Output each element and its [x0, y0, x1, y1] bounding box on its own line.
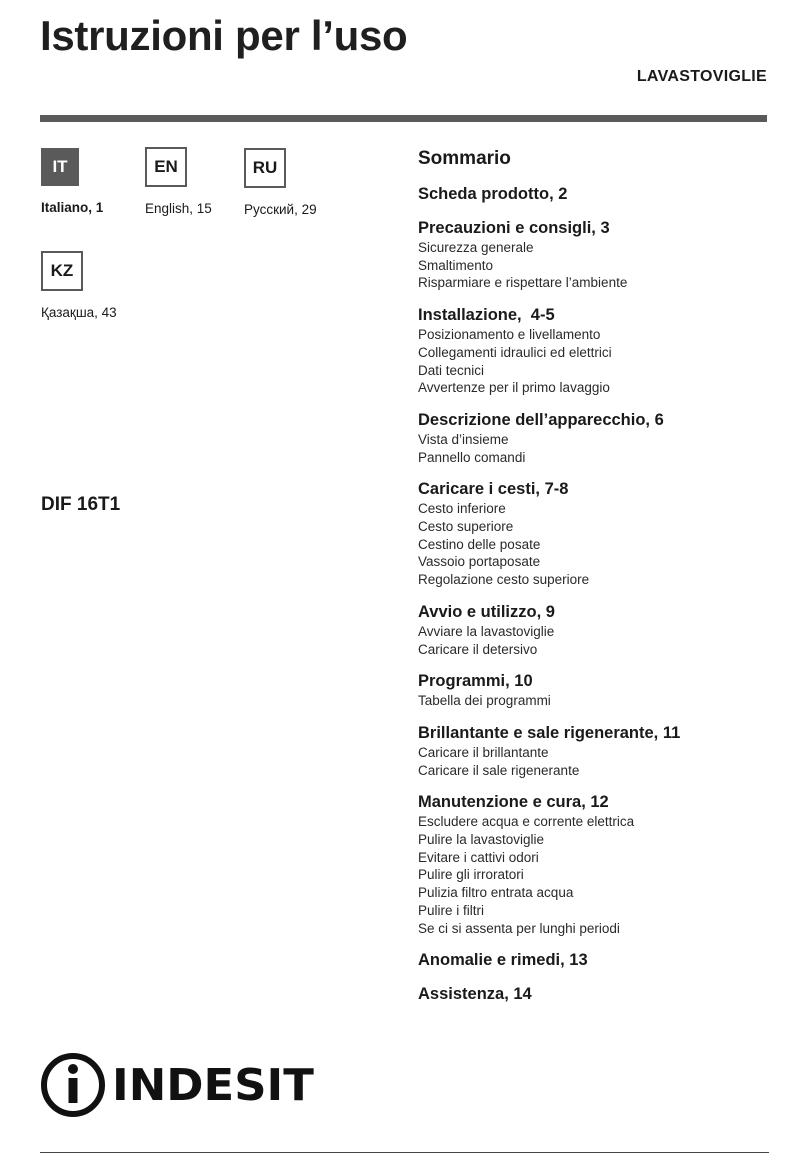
toc-section-heading[interactable]: Assistenza, 14: [418, 985, 532, 1004]
toc-item[interactable]: Pannello comandi: [418, 449, 526, 465]
toc-section: [418, 950, 778, 971]
model-number: DIF 16T1: [41, 494, 121, 515]
language-ru[interactable]: [244, 148, 344, 217]
toc-section: [418, 984, 778, 1005]
brand-wordmark: INDESIT: [112, 1059, 314, 1111]
header-divider: [40, 115, 767, 122]
toc-item[interactable]: Tabella dei programmi: [418, 693, 551, 709]
toc-item[interactable]: Avvertenze per il primo lavaggio: [418, 380, 610, 396]
toc-item[interactable]: Avviare la lavastoviglie: [418, 623, 555, 639]
toc-section: [418, 671, 778, 710]
language-label: Қазақша, 43: [41, 305, 117, 320]
toc-item[interactable]: Regolazione cesto superiore: [418, 572, 590, 588]
toc-item[interactable]: Vista d’insieme: [418, 431, 509, 447]
toc-item[interactable]: Pulire gli irroratori: [418, 867, 524, 883]
toc-item[interactable]: Risparmiare e rispettare l’ambiente: [418, 275, 628, 291]
language-it[interactable]: [41, 148, 141, 215]
toc-item[interactable]: Pulire i filtri: [418, 902, 485, 918]
language-label: Русский, 29: [244, 202, 317, 217]
toc-item[interactable]: Cesto inferiore: [418, 501, 506, 517]
language-code-box: RU: [244, 148, 286, 188]
toc-item[interactable]: Vassoio portaposate: [418, 554, 541, 570]
info-icon: [40, 1052, 106, 1118]
toc-section-heading[interactable]: Programmi, 10: [418, 672, 533, 691]
product-category: LAVASTOVIGLIE: [636, 68, 767, 85]
toc-title: Sommario: [418, 148, 511, 169]
toc-section-heading[interactable]: Installazione, 4-5: [418, 306, 555, 325]
toc-item[interactable]: Escludere acqua e corrente elettrica: [418, 814, 635, 830]
toc-section: [418, 184, 778, 205]
toc-section-heading[interactable]: Descrizione dell’apparecchio, 6: [418, 410, 664, 429]
language-kz[interactable]: [41, 251, 141, 320]
toc-section: [418, 792, 778, 937]
language-label: Italiano, 1: [41, 200, 104, 215]
toc-section-heading[interactable]: Brillantante e sale rigenerante, 11: [418, 723, 681, 742]
language-code-box: EN: [145, 147, 187, 187]
toc-item[interactable]: Caricare il brillantante: [418, 744, 549, 760]
toc-item[interactable]: Evitare i cattivi odori: [418, 849, 539, 865]
toc-section: [418, 723, 778, 779]
toc-item[interactable]: Smaltimento: [418, 257, 494, 273]
toc-section: [418, 479, 778, 589]
toc-section-heading[interactable]: Scheda prodotto, 2: [418, 185, 568, 203]
toc-section: [418, 410, 778, 466]
table-of-contents: [418, 147, 778, 1018]
toc-sections: [418, 184, 778, 1005]
language-en[interactable]: [145, 147, 245, 216]
toc-section: [418, 218, 778, 292]
page-title: Istruzioni per l’uso: [40, 12, 408, 59]
toc-item[interactable]: Cestino delle posate: [418, 536, 541, 552]
toc-item[interactable]: Posizionamento e livellamento: [418, 327, 601, 343]
toc-section-heading[interactable]: Avvio e utilizzo, 9: [418, 602, 555, 621]
language-code-box: KZ: [41, 251, 83, 291]
toc-section-heading[interactable]: Manutenzione e cura, 12: [418, 793, 609, 812]
toc-item[interactable]: Pulizia filtro entrata acqua: [418, 885, 574, 901]
toc-section-heading[interactable]: Caricare i cesti, 7-8: [418, 480, 569, 499]
toc-section: [418, 305, 778, 397]
language-code-box: IT: [41, 148, 79, 186]
indesit-logo: [40, 1052, 312, 1118]
toc-section: [418, 602, 778, 658]
footer-divider: [40, 1152, 769, 1153]
toc-item[interactable]: Se ci si assenta per lunghi periodi: [418, 920, 620, 936]
toc-item[interactable]: Pulire la lavastoviglie: [418, 832, 545, 848]
toc-item[interactable]: Sicurezza generale: [418, 240, 534, 255]
toc-item[interactable]: Dati tecnici: [418, 362, 485, 378]
toc-item[interactable]: Caricare il detersivo: [418, 641, 538, 657]
toc-item[interactable]: Caricare il sale rigenerante: [418, 762, 580, 778]
toc-item[interactable]: Cesto superiore: [418, 519, 514, 535]
toc-item[interactable]: Collegamenti idraulici ed elettrici: [418, 344, 612, 360]
toc-section-heading[interactable]: Anomalie e rimedi, 13: [418, 951, 588, 970]
language-label: English, 15: [145, 201, 212, 216]
toc-section-heading[interactable]: Precauzioni e consigli, 3: [418, 219, 610, 237]
